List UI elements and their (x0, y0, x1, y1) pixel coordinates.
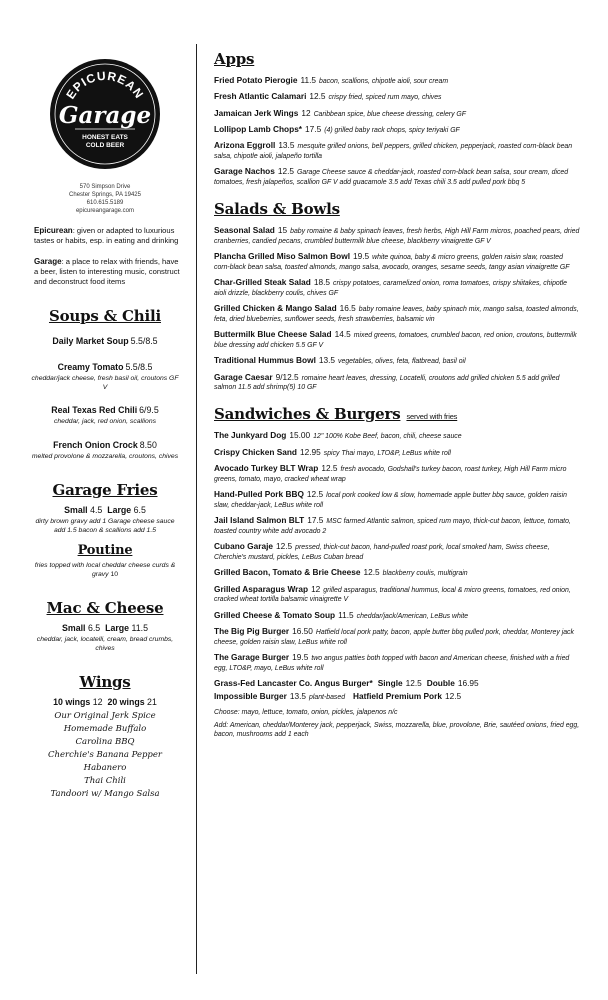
svg-text:COLD BEER: COLD BEER (85, 142, 125, 149)
sandwiches-heading: Sandwiches & Burgers served with fries (214, 405, 458, 424)
svg-text:Garage: Garage (58, 102, 152, 129)
salads-section (214, 200, 580, 393)
address-street: 570 Simpson Drive (79, 184, 131, 190)
sandwiches-section (214, 405, 580, 739)
menu-item: Arizona Eggroll 13.5 mesquite grilled onions, bell peppers, grilled chicken, pepperjack, roasted corn-black bean salsa, chipotle aioli, jalapeño tortilla (214, 140, 573, 160)
menu-item: Real Texas Red Chili 6/9.5 cheddar, jack, red onion, scallions (51, 405, 159, 425)
mac-heading: Mac & Cheese (46, 599, 164, 617)
menu-item: The Junkyard Dog 15.00 12" 100% Kobe Beef, bacon, chili, cheese sauce (214, 430, 462, 441)
menu-item: Seasonal Salad 15 baby romaine & baby spinach leaves, fresh herbs, High Hill Farm micros, poached pears, dried cranberries, candied pecans, crumbled buttermilk blue cheese, blackberry vinaigrette GF V (214, 224, 580, 245)
wing-flavor: Habanero (83, 763, 127, 773)
menu-item: Grilled Cheese & Tomato Soup 11.5 cheddar/jack/American, LeBus white (214, 609, 469, 620)
address-phone: 610.615.5189 (86, 200, 124, 206)
wing-flavor: Our Original Jerk Spice (54, 711, 156, 721)
fries-sizes: Small 4.5 Large 6.5 (64, 505, 146, 515)
menu-item: Fried Potato Pierogie 11.5 bacon, scallions, chipotle aioli, sour cream (214, 75, 449, 85)
menu-item: Fresh Atlantic Calamari 12.5 crispy fried, spiced rum mayo, chives (214, 91, 442, 102)
column-divider (196, 44, 197, 974)
menu-item: Crispy Chicken Sand 12.95 spicy Thai mayo, LTO&P, LeBus white roll (214, 446, 451, 457)
menu-item: Traditional Hummus Bowl 13.5 vegetables, olives, feta, flatbread, basil oil (214, 355, 466, 366)
poutine-desc: fries topped with local cheddar cheese curds & gravy 10 (34, 562, 176, 578)
address-city: Chester Springs, PA 19425 (69, 192, 141, 198)
menu-item: French Onion Crock 8.50 melted provolone & mozzarella, croutons, chives (31, 439, 179, 460)
address-block (30, 183, 180, 215)
menu-item: Garage Caesar 9/12.5 romaine heart leaves, dressing, Locatelli, croutons add grilled chicken 5.5 add grilled salmon 11.5 add shrimp(5) 10 GF (214, 371, 560, 392)
wing-flavor: Cherchie's Banana Pepper (48, 750, 162, 760)
mac-desc: cheddar, jack, locatelli, cream, bread crumbs, chives (36, 636, 174, 652)
menu-item: Jail Island Salmon BLT 17.5 MSC farmed Atlantic salmon, spiced rum mayo, thick-cut bacon, lettuce, tomato, toasted country white add avocado 2 (214, 515, 571, 535)
menu-item: Creamy Tomato 5.5/8.5 cheddar/jack cheese, fresh basil oil, croutons GF V (31, 362, 179, 391)
menu-item: The Big Pig Burger 16.50 Hatfield local pork patty, bacon, apple butter bbq pulled pork, cheddar, Monterey jack cheese, golden raisin slaw, LeBus white roll (214, 625, 574, 646)
menu-item: Avocado Turkey BLT Wrap 12.5 fresh avocado, Godshall's turkey bacon, roast turkey, High Hill Farm micro greens, tomato, mayo, cracked wheat wrap (214, 462, 567, 483)
wings-heading: Wings (79, 673, 131, 691)
menu-item: Garage Nachos 12.5 Garage Cheese sauce & cheddar-jack, roasted corn-black bean salsa, sour cream, diced tomatoes, fresh jalapeños, scallion GF V add guacamole 3.5 add Texas chili 3.5 add pulled pork bbq 5 (214, 166, 569, 187)
left-column (30, 58, 180, 801)
right-column (214, 50, 580, 751)
wing-flavor: Homemade Buffalo (63, 724, 147, 734)
wing-flavor: Thai Chili (84, 776, 126, 786)
address-website: epicureangarage.com (75, 208, 135, 214)
wing-flavor: Carolina BBQ (75, 737, 135, 747)
epicurean-garage-logo (49, 58, 161, 170)
apps-heading: Apps (214, 50, 255, 68)
salads-heading: Salads & Bowls (214, 199, 340, 218)
definition-epicurean: Epicurean: given or adapted to luxurious tastes or habits, esp. in eating and drinking (34, 226, 179, 245)
menu-item: Hand-Pulled Pork BBQ 12.5 local pork cooked low & slow, homemade apple butter bbq sauce, golden raisin slaw, cheddar-jack, LeBus white roll (214, 488, 567, 509)
menu-item: Lollipop Lamb Chops* 17.5 (4) grilled baby rack chops, spicy teriyaki GF (214, 123, 460, 134)
burger-addons: Add: American, cheddar/Monterey jack, pepperjack, Swiss, mozzarella, blue, provolone, Brie, sautéed onions, fried egg, bacon, mushrooms add 1 each (214, 721, 580, 738)
menu-item: Char-Grilled Steak Salad 18.5 crispy potatoes, caramelized onion, roma tomatoes, crispy shiitakes, chipotle aioli drizzle, blackberry coulis, chives GF (214, 277, 568, 297)
svg-text:HONEST EATS: HONEST EATS (82, 134, 128, 141)
menu-item: Impossible Burger 13.5 plant-based Hatfield Premium Pork 12.5 (214, 690, 462, 701)
definition-garage: Garage: a place to relax with friends, have a beer, listen to interesting music, construct and deconstruct food items (34, 257, 180, 286)
sandwiches-note: served with fries (406, 412, 458, 422)
poutine-heading: Poutine (77, 543, 133, 558)
menu-item: Plancha Grilled Miso Salmon Bowl 19.5 white quinoa, baby & micro greens, golden raisin slaw, roasted corn-black bean salsa, toasted almonds, mango salsa, avocado, oranges, sesame seeds, tangy asian vinaigrette GF (214, 250, 570, 271)
menu-item: Jamaican Jerk Wings 12 Caribbean spice, blue cheese dressing, celery GF (214, 107, 467, 118)
apps-section (214, 50, 580, 188)
fries-heading: Garage Fries (52, 481, 158, 499)
menu-item: Grilled Asparagus Wrap 12 grilled asparagus, traditional hummus, local & micro greens, tomatoes, red onion, cracked wheat tortilla balsamic vinaigrette V (214, 583, 571, 604)
menu-item: Cubano Garaje 12.5 pressed, thick-cut bacon, hand-pulled roast pork, local smoked ham, Swiss cheese, Cherchie's mustard, pickles, LeBus Cuban bread (214, 541, 550, 561)
burger-choose-options: Choose: mayo, lettuce, tomato, onion, pickles, jalapenos n/c (214, 709, 398, 717)
mac-sizes: Small 6.5 Large 11.5 (62, 623, 148, 633)
menu-item: Daily Market Soup 5.5/8.5 (52, 336, 158, 346)
menu-item: Grass-Fed Lancaster Co. Angus Burger* Single 12.5 Double 16.95 (214, 678, 479, 689)
menu-item: Grilled Chicken & Mango Salad 16.5 baby romaine leaves, baby spinach mix, mango salsa, toasted almonds, feta, dried blueberries, sunflower seeds, fresh strawberries, balsamic vin (214, 303, 579, 323)
soups-heading: Soups & Chili (48, 307, 161, 325)
menu-item: Buttermilk Blue Cheese Salad 14.5 mixed greens, tomatoes, crumbled bacon, red onion, croutons, buttermilk blue dressing add chicken 5.5 GF V (214, 329, 577, 350)
fries-addons: dirty brown gravy add 1 Garage cheese sauce add 1.5 bacon & scallions add 1.5 (35, 518, 175, 534)
svg-text:EPICUREAN: EPICUREAN (63, 68, 147, 102)
menu-item: The Garage Burger 19.5 two angus patties both topped with bacon and American cheese, finished with a fried egg, LTO&P, mayo, LeBus white roll (214, 651, 570, 672)
wings-sizes: 10 wings 12 20 wings 21 (53, 697, 157, 707)
menu-item: Grilled Bacon, Tomato & Brie Cheese 12.5 blackberry coulis, multigrain (214, 567, 468, 578)
wing-flavor: Tandoori w/ Mango Salsa (50, 789, 160, 799)
